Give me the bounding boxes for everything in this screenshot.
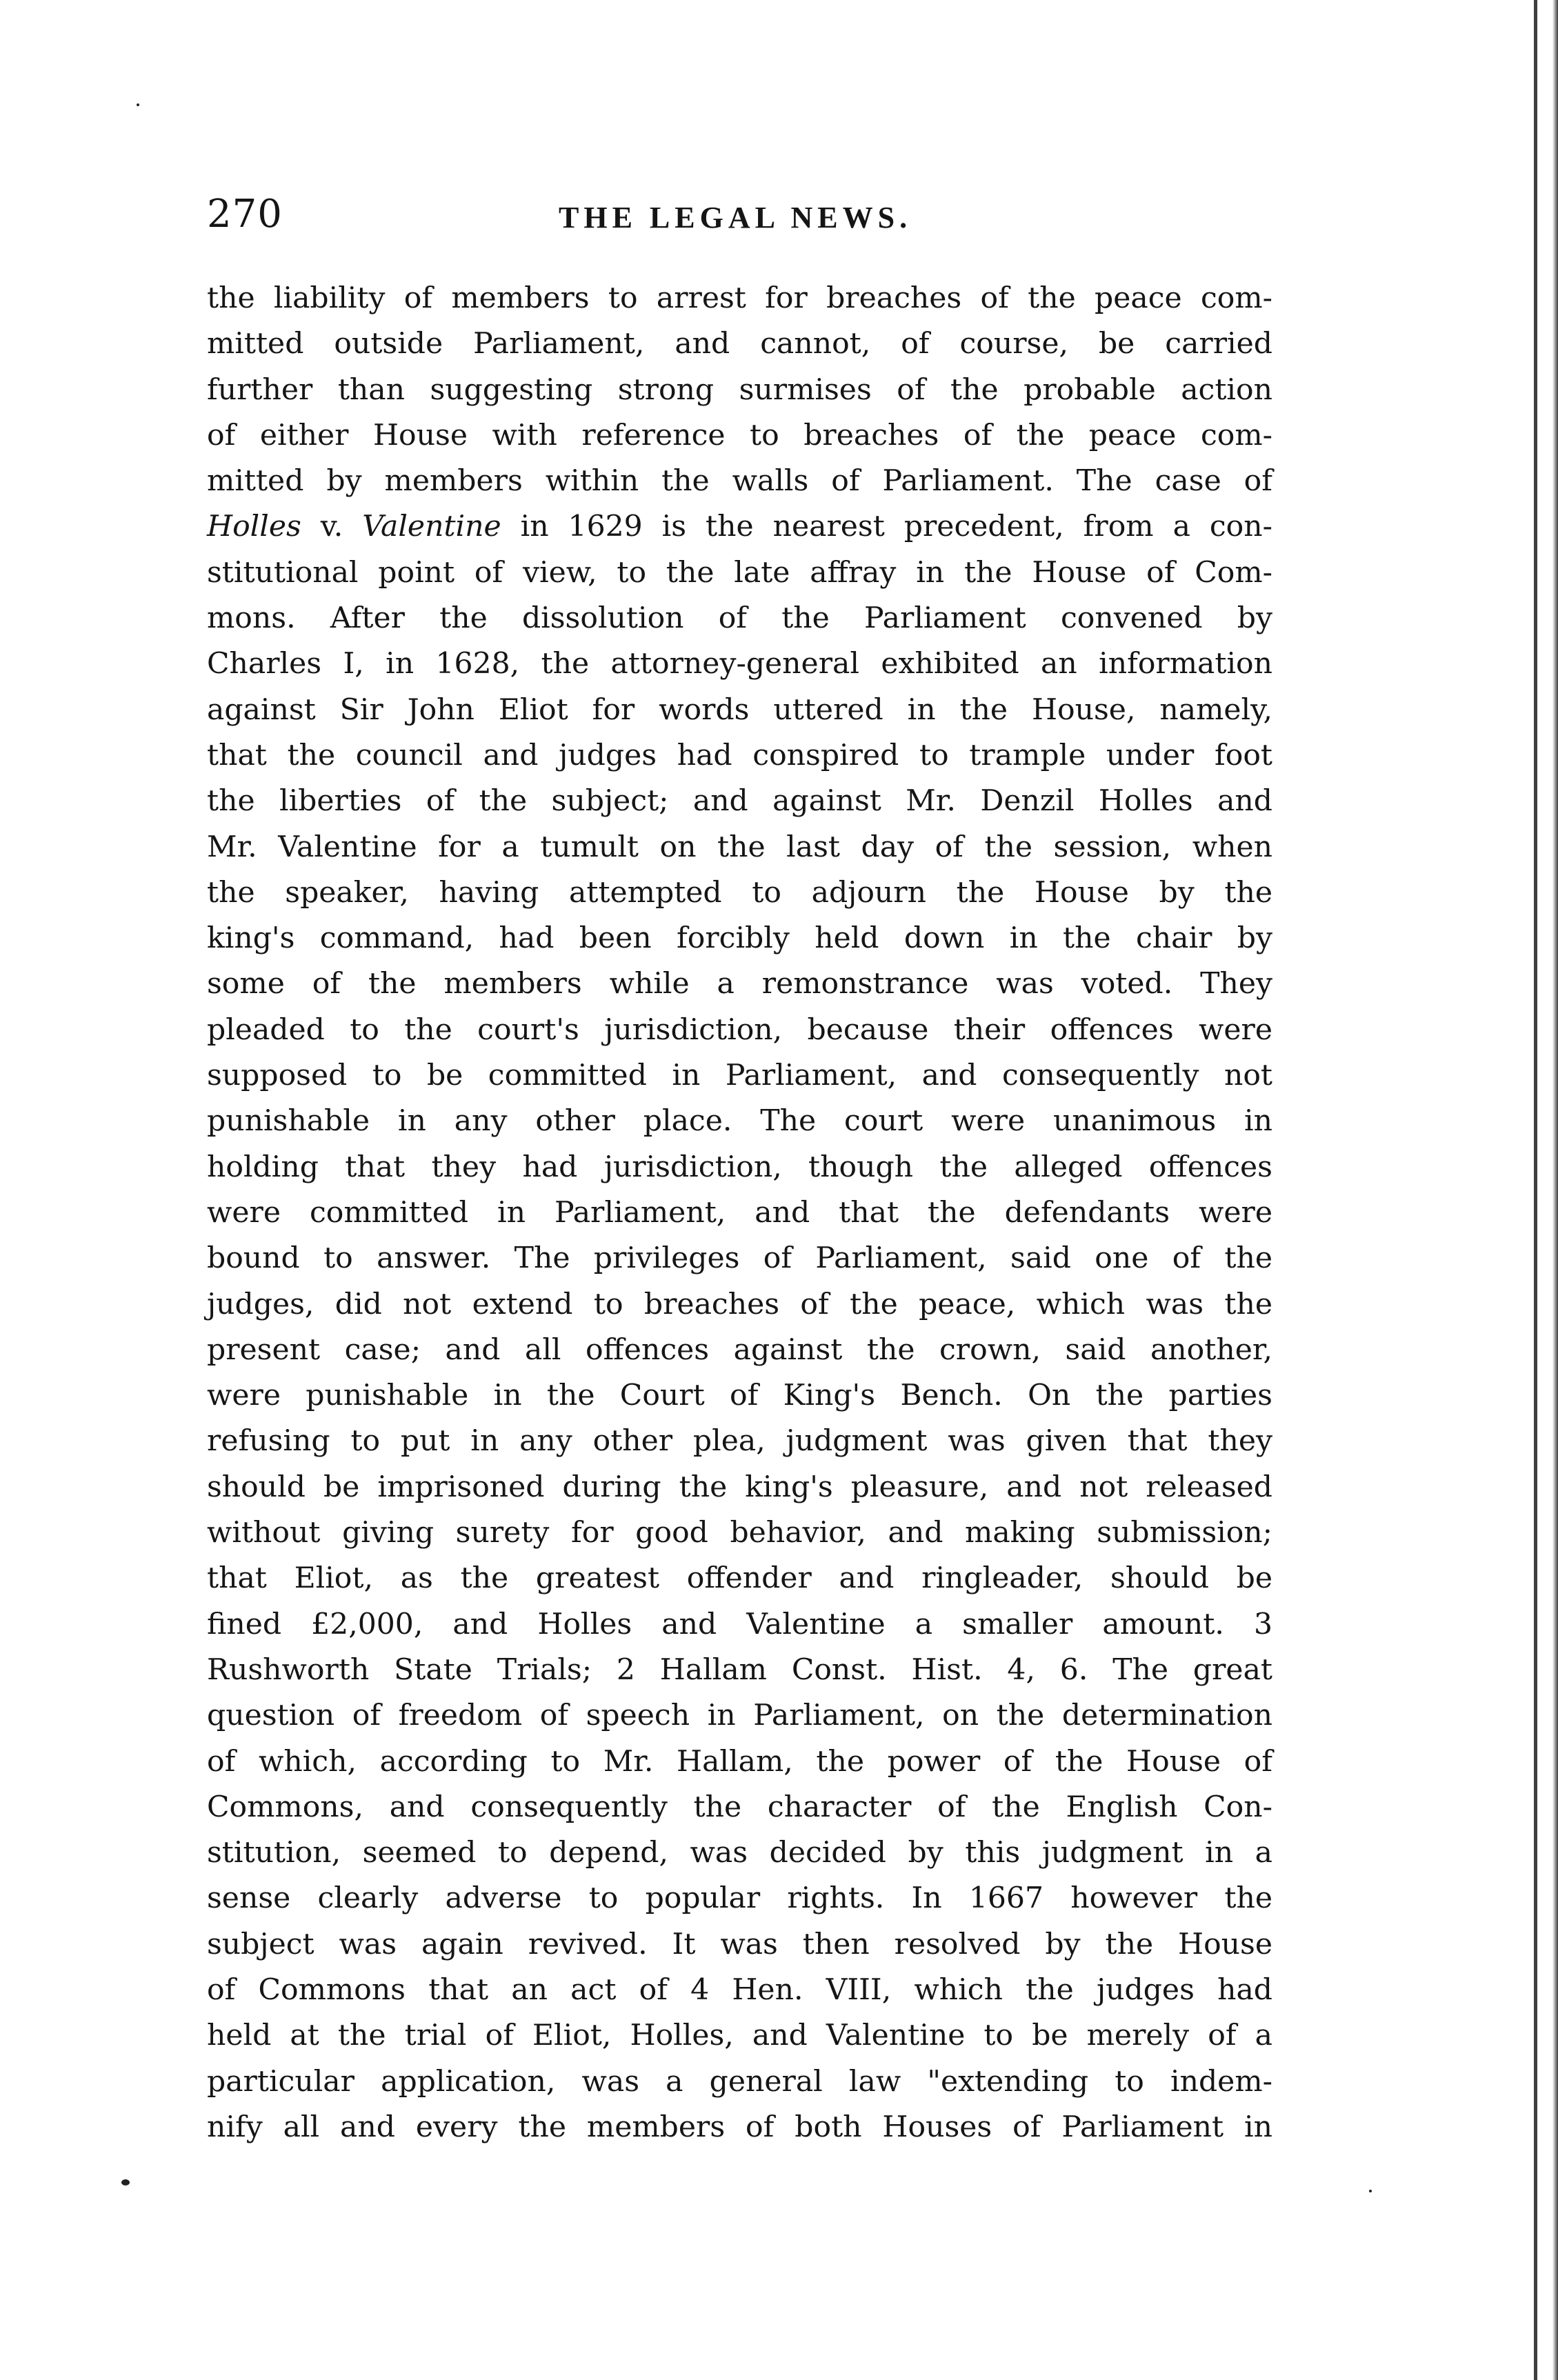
scan-speck xyxy=(1369,2190,1372,2192)
scan-speck xyxy=(137,103,139,106)
text-line: further than suggesting strong surmises of the probable action xyxy=(207,372,1272,407)
scan-speck xyxy=(121,2179,130,2186)
text-line: of either House with reference to breaches of the peace com- xyxy=(207,418,1272,452)
text-line: without giving surety for good behavior, and making submission; xyxy=(207,1516,1272,1550)
text-line: the liability of members to arrest for breaches of the peace com- xyxy=(207,281,1272,315)
text-line: sense clearly adverse to popular rights. In 1667 however the xyxy=(207,1881,1272,1916)
text-line: question of freedom of speech in Parliament, on the determination xyxy=(207,1699,1272,1733)
text-line: mitted outside Parliament, and cannot, of course, be carried xyxy=(207,327,1272,361)
text-line: of which, according to Mr. Hallam, the power of the House of xyxy=(207,1744,1272,1779)
text-line-case-citation: Holles v. Valentine in 1629 is the nearest precedent, from a con- xyxy=(207,510,1272,544)
text-line: Commons, and consequently the character of the English Con- xyxy=(207,1790,1272,1824)
case-name-party-2: Valentine xyxy=(362,510,501,544)
text-line: supposed to be committed in Parliament, and consequently not xyxy=(207,1059,1272,1093)
text-line: Charles I, in 1628, the attorney-general exhibited an information xyxy=(207,647,1272,681)
text-line: that the council and judges had conspired to trample under foot xyxy=(207,738,1272,772)
body-text xyxy=(207,276,1272,2297)
text-line: should be imprisoned during the king's pleasure, and not released xyxy=(207,1470,1272,1504)
text-line: holding that they had jurisdiction, though the alleged offences xyxy=(207,1150,1272,1184)
text-line: judges, did not extend to breaches of the peace, which was the xyxy=(207,1287,1272,1321)
scan-edge-line xyxy=(1534,0,1537,2380)
text-line: particular application, was a general law "extending to indem- xyxy=(207,2064,1272,2099)
text-line: king's command, had been forcibly held down in the chair by xyxy=(207,921,1272,956)
text-line: Mr. Valentine for a tumult on the last day of the session, when xyxy=(207,830,1272,864)
page-number: 270 xyxy=(207,192,283,237)
scan-edge-shadow xyxy=(1552,0,1558,2380)
text-line: the liberties of the subject; and against Mr. Denzil Holles and xyxy=(207,784,1272,819)
text-line: punishable in any other place. The court were unanimous in xyxy=(207,1104,1272,1139)
page-header xyxy=(207,192,1283,247)
text-line: mons. After the dissolution of the Parliament convened by xyxy=(207,601,1272,636)
text-line: of Commons that an act of 4 Hen. VIII, which the judges had xyxy=(207,1972,1272,2007)
text-line: present case; and all offences against the crown, said another, xyxy=(207,1332,1272,1367)
text-line: pleaded to the court's jurisdiction, because their offences were xyxy=(207,1012,1272,1047)
text-line: subject was again revived. It was then resolved by the House xyxy=(207,1927,1272,1961)
text-line: held at the trial of Eliot, Holles, and Valentine to be merely of a xyxy=(207,2019,1272,2053)
text-line: the speaker, having attempted to adjourn the House by the xyxy=(207,875,1272,910)
text-line: Rushworth State Trials; 2 Hallam Const. Hist. 4, 6. The great xyxy=(207,1652,1272,1687)
running-title: THE LEGAL NEWS. xyxy=(559,201,912,234)
text-line: stitution, seemed to depend, was decided by this judgment in a xyxy=(207,1836,1272,1870)
text-line: refusing to put in any other plea, judgment was given that they xyxy=(207,1424,1272,1459)
text-line: bound to answer. The privileges of Parliament, said one of the xyxy=(207,1241,1272,1276)
case-name-party-1: Holles xyxy=(207,510,301,544)
text-line: some of the members while a remonstrance was voted. They xyxy=(207,967,1272,1001)
text-line: that Eliot, as the greatest offender and ringleader, should be xyxy=(207,1561,1272,1596)
text-line: were punishable in the Court of King's Bench. On the parties xyxy=(207,1379,1272,1413)
text-line: nify all and every the members of both Houses of Parliament in xyxy=(207,2110,1272,2144)
text-line: stitutional point of view, to the late affray in the House of Com- xyxy=(207,555,1272,590)
text-line: fined £2,000, and Holles and Valentine a smaller amount. 3 xyxy=(207,1607,1272,1641)
text-line: were committed in Parliament, and that the defendants were xyxy=(207,1195,1272,1230)
text-line: against Sir John Eliot for words uttered in the House, namely, xyxy=(207,692,1272,727)
text-line: mitted by members within the walls of Parliament. The case of xyxy=(207,464,1272,499)
